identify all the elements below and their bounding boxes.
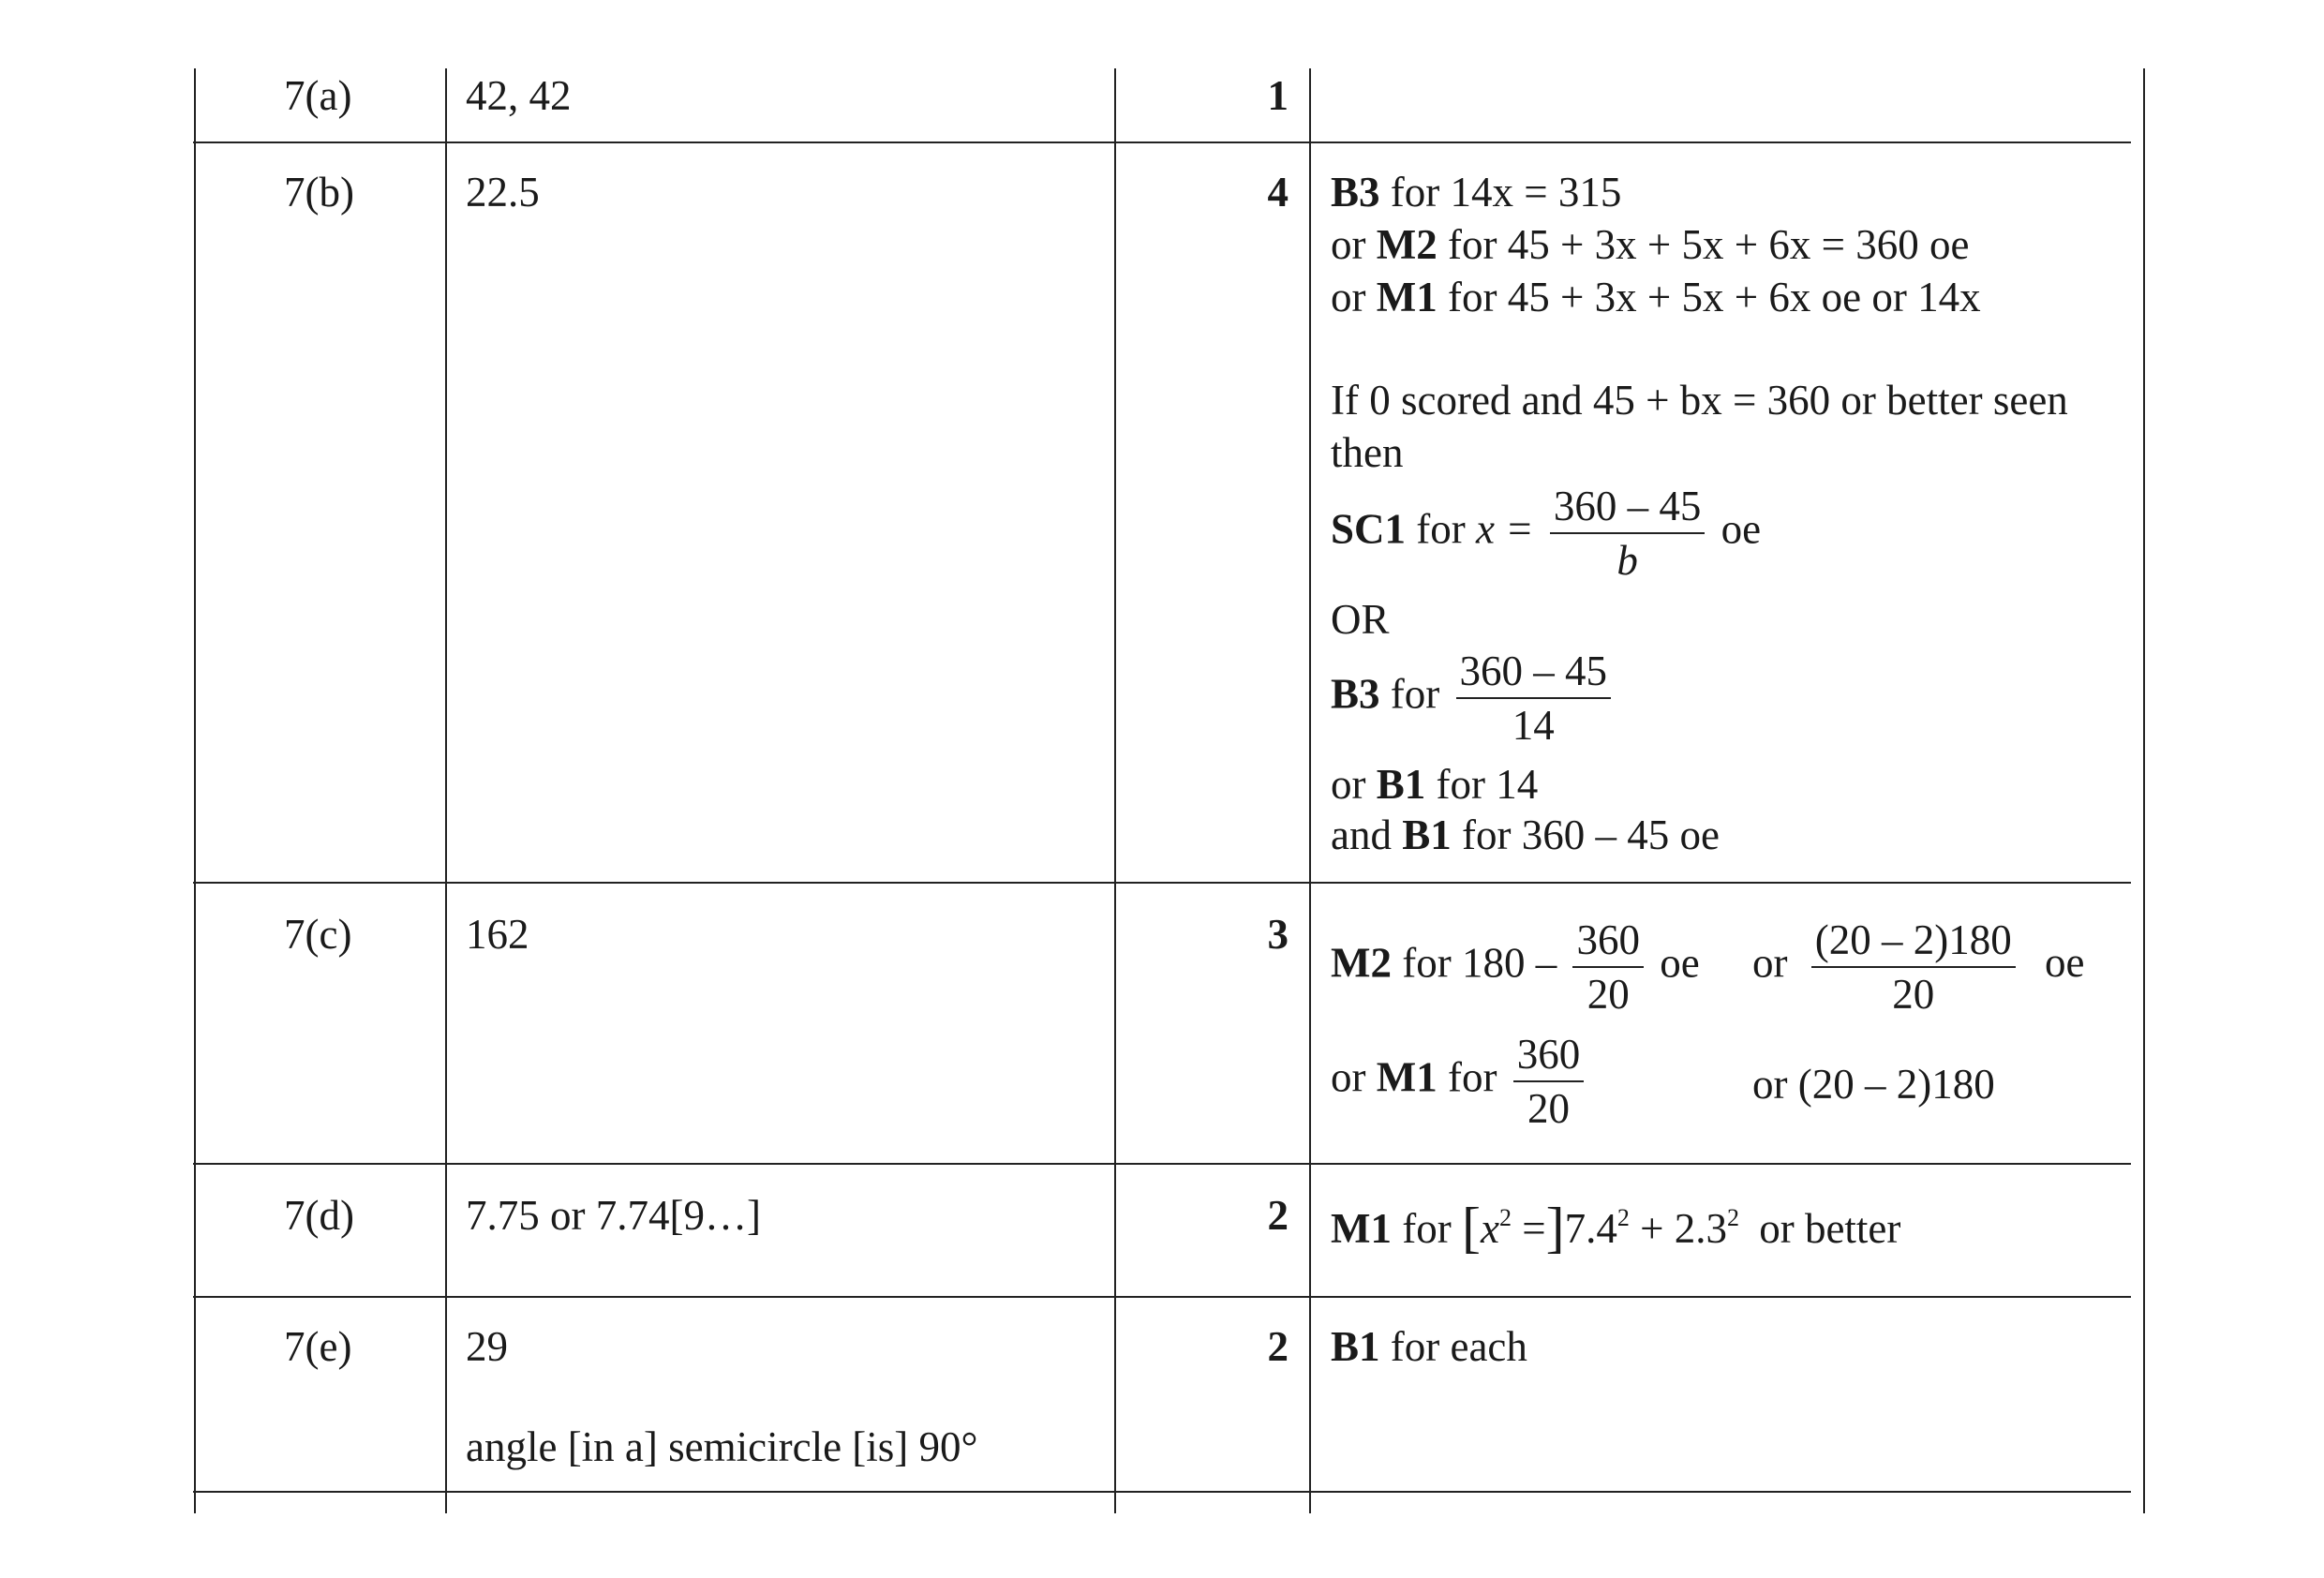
answer: 162 [466, 911, 529, 958]
guidance-line: OR [1331, 596, 1390, 643]
question-number: 7(d) [284, 1192, 354, 1239]
fraction: $\frac{360}{20}$ [1572, 914, 1644, 1020]
guidance-line: B1 for each [1331, 1323, 1527, 1370]
guidance-line: or M1 for 45 + 3x + 5x + 6x oe or 14x [1331, 274, 1981, 320]
expression: (20 – 2)180 [1797, 1061, 1995, 1108]
guidance-line: or M1 for $\frac{360}{20}$ [1331, 1028, 1589, 1135]
expression: 45 + 3x + 5x + 6x = 360 [1507, 221, 1919, 268]
question-number: 7(e) [284, 1323, 352, 1370]
question-number: 7(b) [284, 169, 354, 216]
guidance-line: then [1331, 429, 1404, 476]
fraction: $\frac{360 - 45}{14}$ [1456, 645, 1612, 752]
marks: 4 [1267, 169, 1289, 216]
guidance-line: B3 for $\frac{360 - 45}{14}$ [1331, 645, 1616, 752]
expression: 45 + bx = 360 [1592, 377, 1831, 424]
row-rule [193, 141, 2131, 143]
mark-code: M1 [1331, 1205, 1392, 1252]
question-number: 7(c) [284, 911, 352, 958]
guidance-line: or $\frac{(20 - 2)180}{20}$ oe [1752, 914, 2084, 1020]
mark-code: M2 [1376, 221, 1438, 268]
expression: 360 – 45 [1521, 811, 1670, 858]
guidance-line: M2 for 180 – $\frac{360}{20}$ oe [1331, 914, 1700, 1020]
guidance-line: M1 for $[x^2 =]7.4^2 + 2.3^2$ or better [1331, 1197, 1901, 1258]
guidance-line: or M2 for 45 + 3x + 5x + 6x = 360 oe [1331, 221, 1970, 268]
guidance-line: If 0 scored and 45 + bx = 360 or better seen [1331, 377, 2068, 424]
fraction: $\frac{(20 - 2)180}{20}$ [1811, 914, 2016, 1020]
guidance-line: and B1 for 360 – 45 oe [1331, 811, 1720, 858]
answer: 42, 42 [466, 72, 572, 119]
answer: 7.75 or 7.74[9…] [466, 1192, 761, 1239]
column-rule [2143, 68, 2145, 1513]
guidance-line: or B1 for 14 [1331, 761, 1539, 808]
answer: 22.5 [466, 169, 540, 216]
marks: 2 [1267, 1323, 1289, 1370]
marks: 2 [1267, 1192, 1289, 1239]
row-rule [193, 1491, 2131, 1493]
guidance-line: or (20 – 2)180 [1752, 1061, 1995, 1108]
mark-code: M1 [1376, 1053, 1438, 1101]
answer-reason: angle [in a] semicircle [is] 90° [466, 1423, 978, 1470]
marks: 1 [1267, 72, 1289, 119]
row-rule [193, 882, 2131, 884]
mark-code: M2 [1331, 939, 1392, 987]
question-number: 7(a) [284, 72, 352, 119]
guidance-line: B3 for 14x = 315 [1331, 169, 1622, 216]
mark-code: B1 [1376, 761, 1426, 808]
mark-code: SC1 [1331, 505, 1407, 553]
mark-code: B1 [1402, 811, 1452, 858]
expression: 14x = 315 [1450, 169, 1622, 216]
row-rule [193, 1296, 2131, 1298]
expression: x = [1476, 505, 1534, 553]
guidance-line: SC1 for x = $\frac{360 - 45}{b}$ oe [1331, 480, 1761, 587]
row-rule [193, 1163, 2131, 1165]
mark-code: M1 [1376, 274, 1438, 320]
mark-code: B3 [1331, 670, 1380, 718]
fraction: $\frac{360}{20}$ [1513, 1028, 1585, 1135]
expression: 45 + 3x + 5x + 6x [1507, 274, 1811, 320]
mark-code: B1 [1331, 1323, 1380, 1370]
fraction: $\frac{360 - 45}{b}$ [1550, 480, 1706, 587]
answer: 29 [466, 1323, 508, 1370]
marks: 3 [1267, 911, 1289, 958]
mark-code: B3 [1331, 169, 1380, 216]
